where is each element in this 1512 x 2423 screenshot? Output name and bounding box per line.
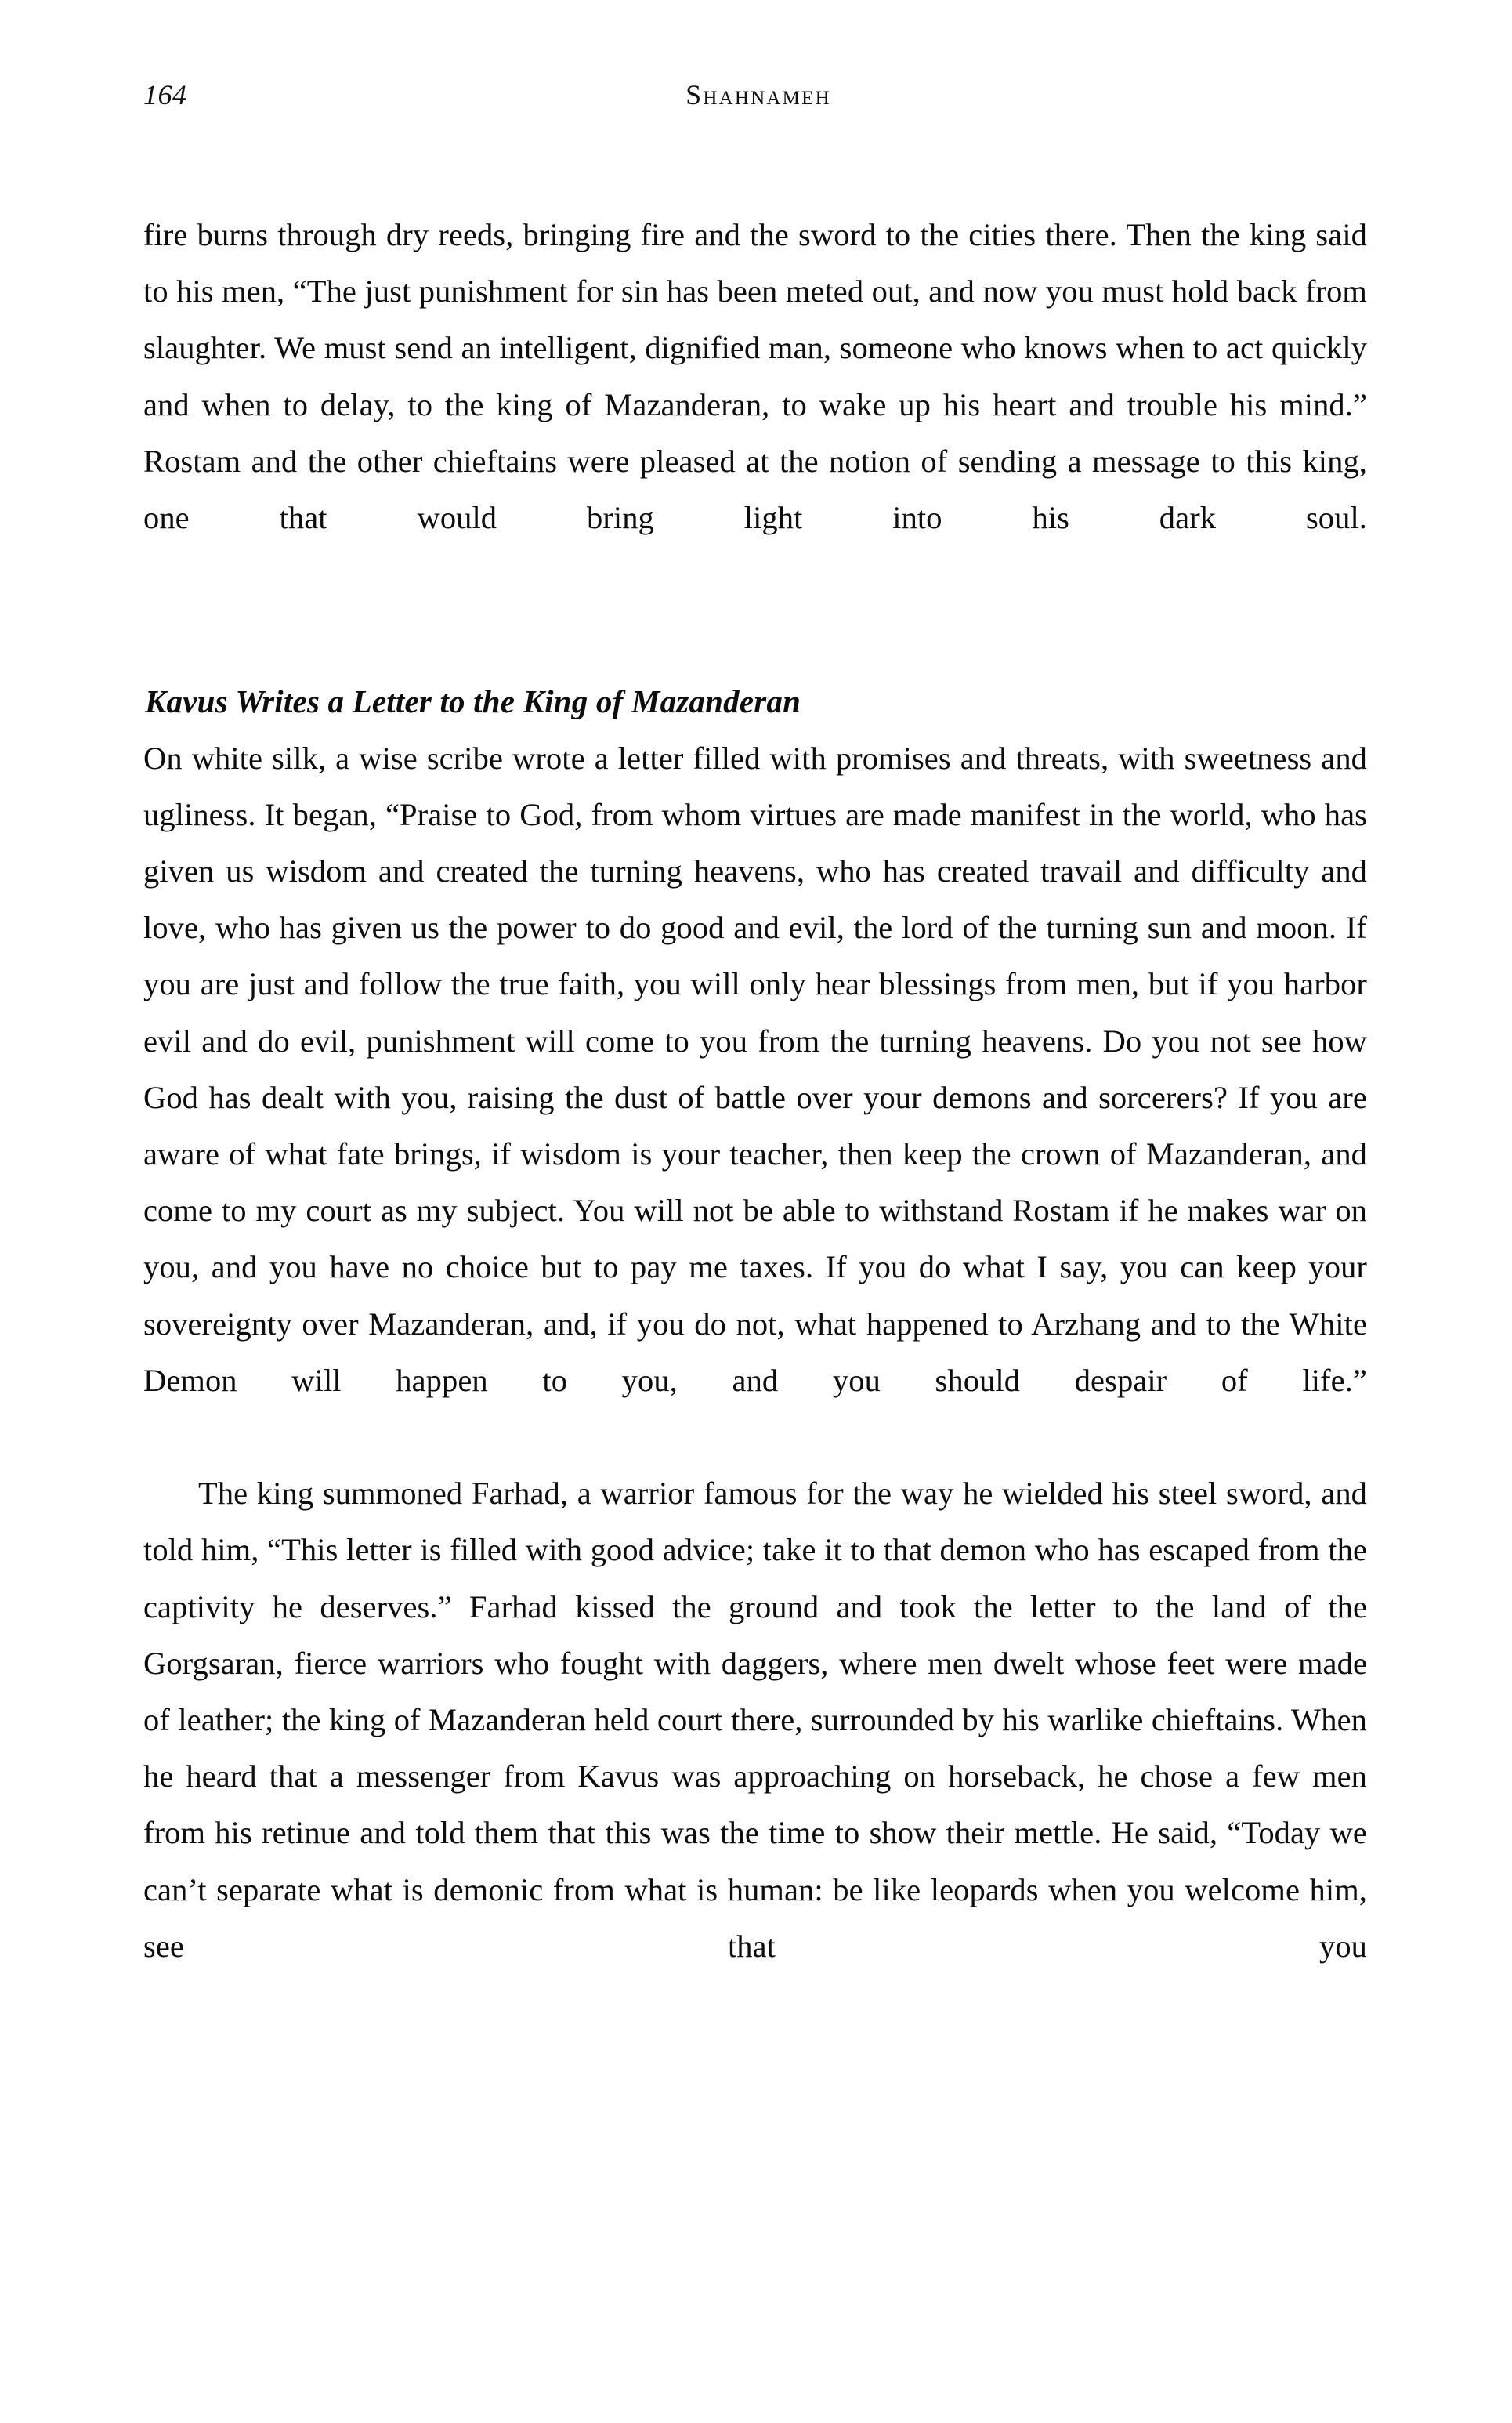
page-number: 164 xyxy=(143,79,187,110)
paragraph-letter: On white silk, a wise scribe wrote a letter filled with promises and threats, with sweetness and ugliness. It began, “Praise to God, from whom virtues are made manifest in the world, who has given us wisdom and created the turning heavens, who has created travail and difficulty and love, who has given us the power to do good and evil, the lord of the turning sun and moon. If you are just and follow the true faith, you will only hear blessings from men, but if you harbor evil and do evil, punishment will come to you from the turning heavens. Do you not see how God has dealt with you, raising the dust of battle over your demons and sorcerers? If you are aware of what fate brings, if wisdom is your teacher, then keep the crown of Mazanderan, and come to my court as my subject. You will not be able to withstand Rostam if he makes war on you, and you have no choice but to pay me taxes. If you do what I say, you can keep your sovereignty over Mazanderan, and, if you do not, what happened to Arzhang and to the White Demon will happen to you, and you should despair of life.” xyxy=(143,740,1367,1398)
running-title: Shahnameh xyxy=(685,79,831,110)
running-head xyxy=(143,75,1367,119)
heading-spacer xyxy=(143,603,1367,673)
text-block xyxy=(143,207,1367,2031)
paragraph-farhad: The king summoned Farhad, a warrior famous for the way he wielded his steel sword, and told him, “This letter is filled with good advice; take it to that demon who has escaped from the captivity he deserves.” Farhad kissed the ground and took the letter to the land of the Gorgsaran, fierce warriors who fought with daggers, where men dwelt whose feet were made of leather; the king of Mazanderan held court there, surrounded by his warlike chieftains. When he heard that a messenger from Kavus was approaching on horseback, he chose a few men from his retinue and told them that this was the time to show their mettle. He said, “Today we can’t separate what is demonic from what is human: be like leopards when you welcome him, see that you xyxy=(143,1476,1367,1964)
paragraph-continuation: fire burns through dry reeds, bringing fire and the sword to the cities there. Then the king said to his men, “The just punishment for sin has been meted out, and now you must hold back from slaughter. We must send an intelligent, dignified man, someone who knows when to act quickly and when to delay, to the king of Mazanderan, to wake up his heart and trouble his mind.” Rostam and the other chieftains were pleased at the notion of sending a message to this king, one that would bring light into his dark soul. xyxy=(143,217,1367,536)
section-heading: Kavus Writes a Letter to the King of Mazanderan xyxy=(145,683,801,720)
